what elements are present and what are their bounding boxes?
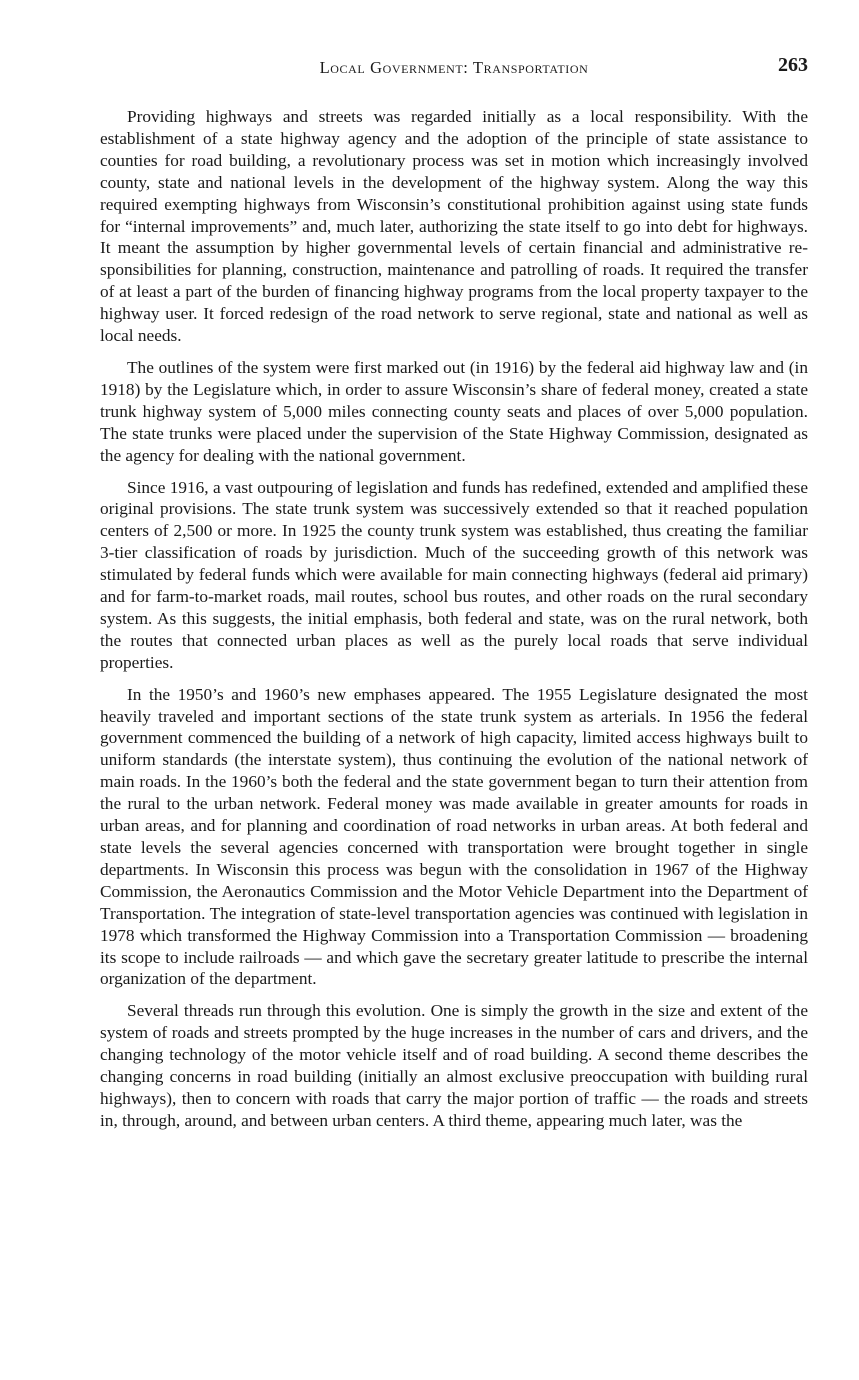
paragraph-1: Providing highways and streets was regarded initially as a local responsibility. With the establishment of a state highway agency and the adoption of the principle of state assistance to counties for road building, a revolutionary process was set in motion which increasingly involved county, state and national levels in the development of the highway system. Along the way this required exempting highways from Wisconsin’s constitutional prohibition against using state funds for “internal improvements” and, much later, authorizing the state itself to go into debt for highways. It meant the assumption by higher governmental levels of certain financial and administrative responsibilities for planning, construction, maintenance and patrolling of roads. It required the transfer of at least a part of the burden of financing highway programs from the local property taxpayer to the highway user. It forced redesign of the road network to serve regional, state and national as well as local needs. xyxy=(100,107,808,346)
paragraph-3: Since 1916, a vast outpouring of legislation and funds has redefined, extended and amplified these original provisions. The state trunk system was successively extended so that it reached population centers of 2,500 or more. In 1925 the county trunk system was established, thus creating the familiar 3-tier classification of roads by jurisdiction. Much of the succeeding growth of this network was stimulated by federal funds which were available for main connecting highways (federal aid primary) and for farm-to-market roads, mail routes, school bus routes, and other roads on the rural secondary system. As this suggests, the initial emphasis, both federal and state, was on the rural network, both the routes that connected urban places as well as the purely local roads that serve individual properties. xyxy=(100,477,808,672)
body-text xyxy=(100,106,808,1132)
page-number: 263 xyxy=(778,54,808,76)
running-header xyxy=(100,52,808,84)
paragraph-2: The outlines of the system were first marked out (in 1916) by the federal aid highway law and (in 1918) by the Legislature which, in order to assure Wisconsin’s share of federal money, created a state trunk highway system of 5,000 miles connecting county seats and places of over 5,000 population. The state trunks were placed under the supervision of the State Highway Commission, designated as the agency for dealing with the national government. xyxy=(100,357,808,465)
paragraph-5: Several threads run through this evolution. One is simply the growth in the size and extent of the system of roads and streets prompted by the huge increases in the number of cars and drivers, and the changing technology of the motor vehicle itself and of road building. A second theme describes the changing concerns in road building (initially an almost exclusive preoccupation with building rural highways), then to concern with roads that carry the major portion of traffic — the roads and streets in, through, around, and between urban centers. A third theme, appearing much later, was the xyxy=(100,1001,808,1130)
running-title: Local Government: Transportation xyxy=(319,58,589,77)
paragraph-4: In the 1950’s and 1960’s new emphases appeared. The 1955 Legislature designated the most heavily traveled and important sections of the state trunk system as arterials. In 1956 the federal government commenced the building of a network of high capacity, limited access highways built to uniform standards (the interstate system), thus continuing the evolution of the national network of main roads. In the 1960’s both the federal and the state government began to turn their attention from the rural to the urban network. Federal money was made available in greater amounts for roads in urban areas, and for planning and coordination of road networks in urban areas. At both federal and state levels the several agencies concerned with transportation were brought together in single departments. In Wisconsin this process was begun with the consolidation in 1967 of the Highway Commission, the Aeronautics Commission and the Motor Vehicle Department into the Department of Transportation. The integration of state-level transportation agencies was continued with legislation in 1978 which transformed the Highway Commission into a Transportation Commission — broadening its scope to include railroads — and which gave the secretary greater latitude to prescribe the internal organization of the department. xyxy=(100,684,808,989)
document-page xyxy=(100,52,808,1142)
